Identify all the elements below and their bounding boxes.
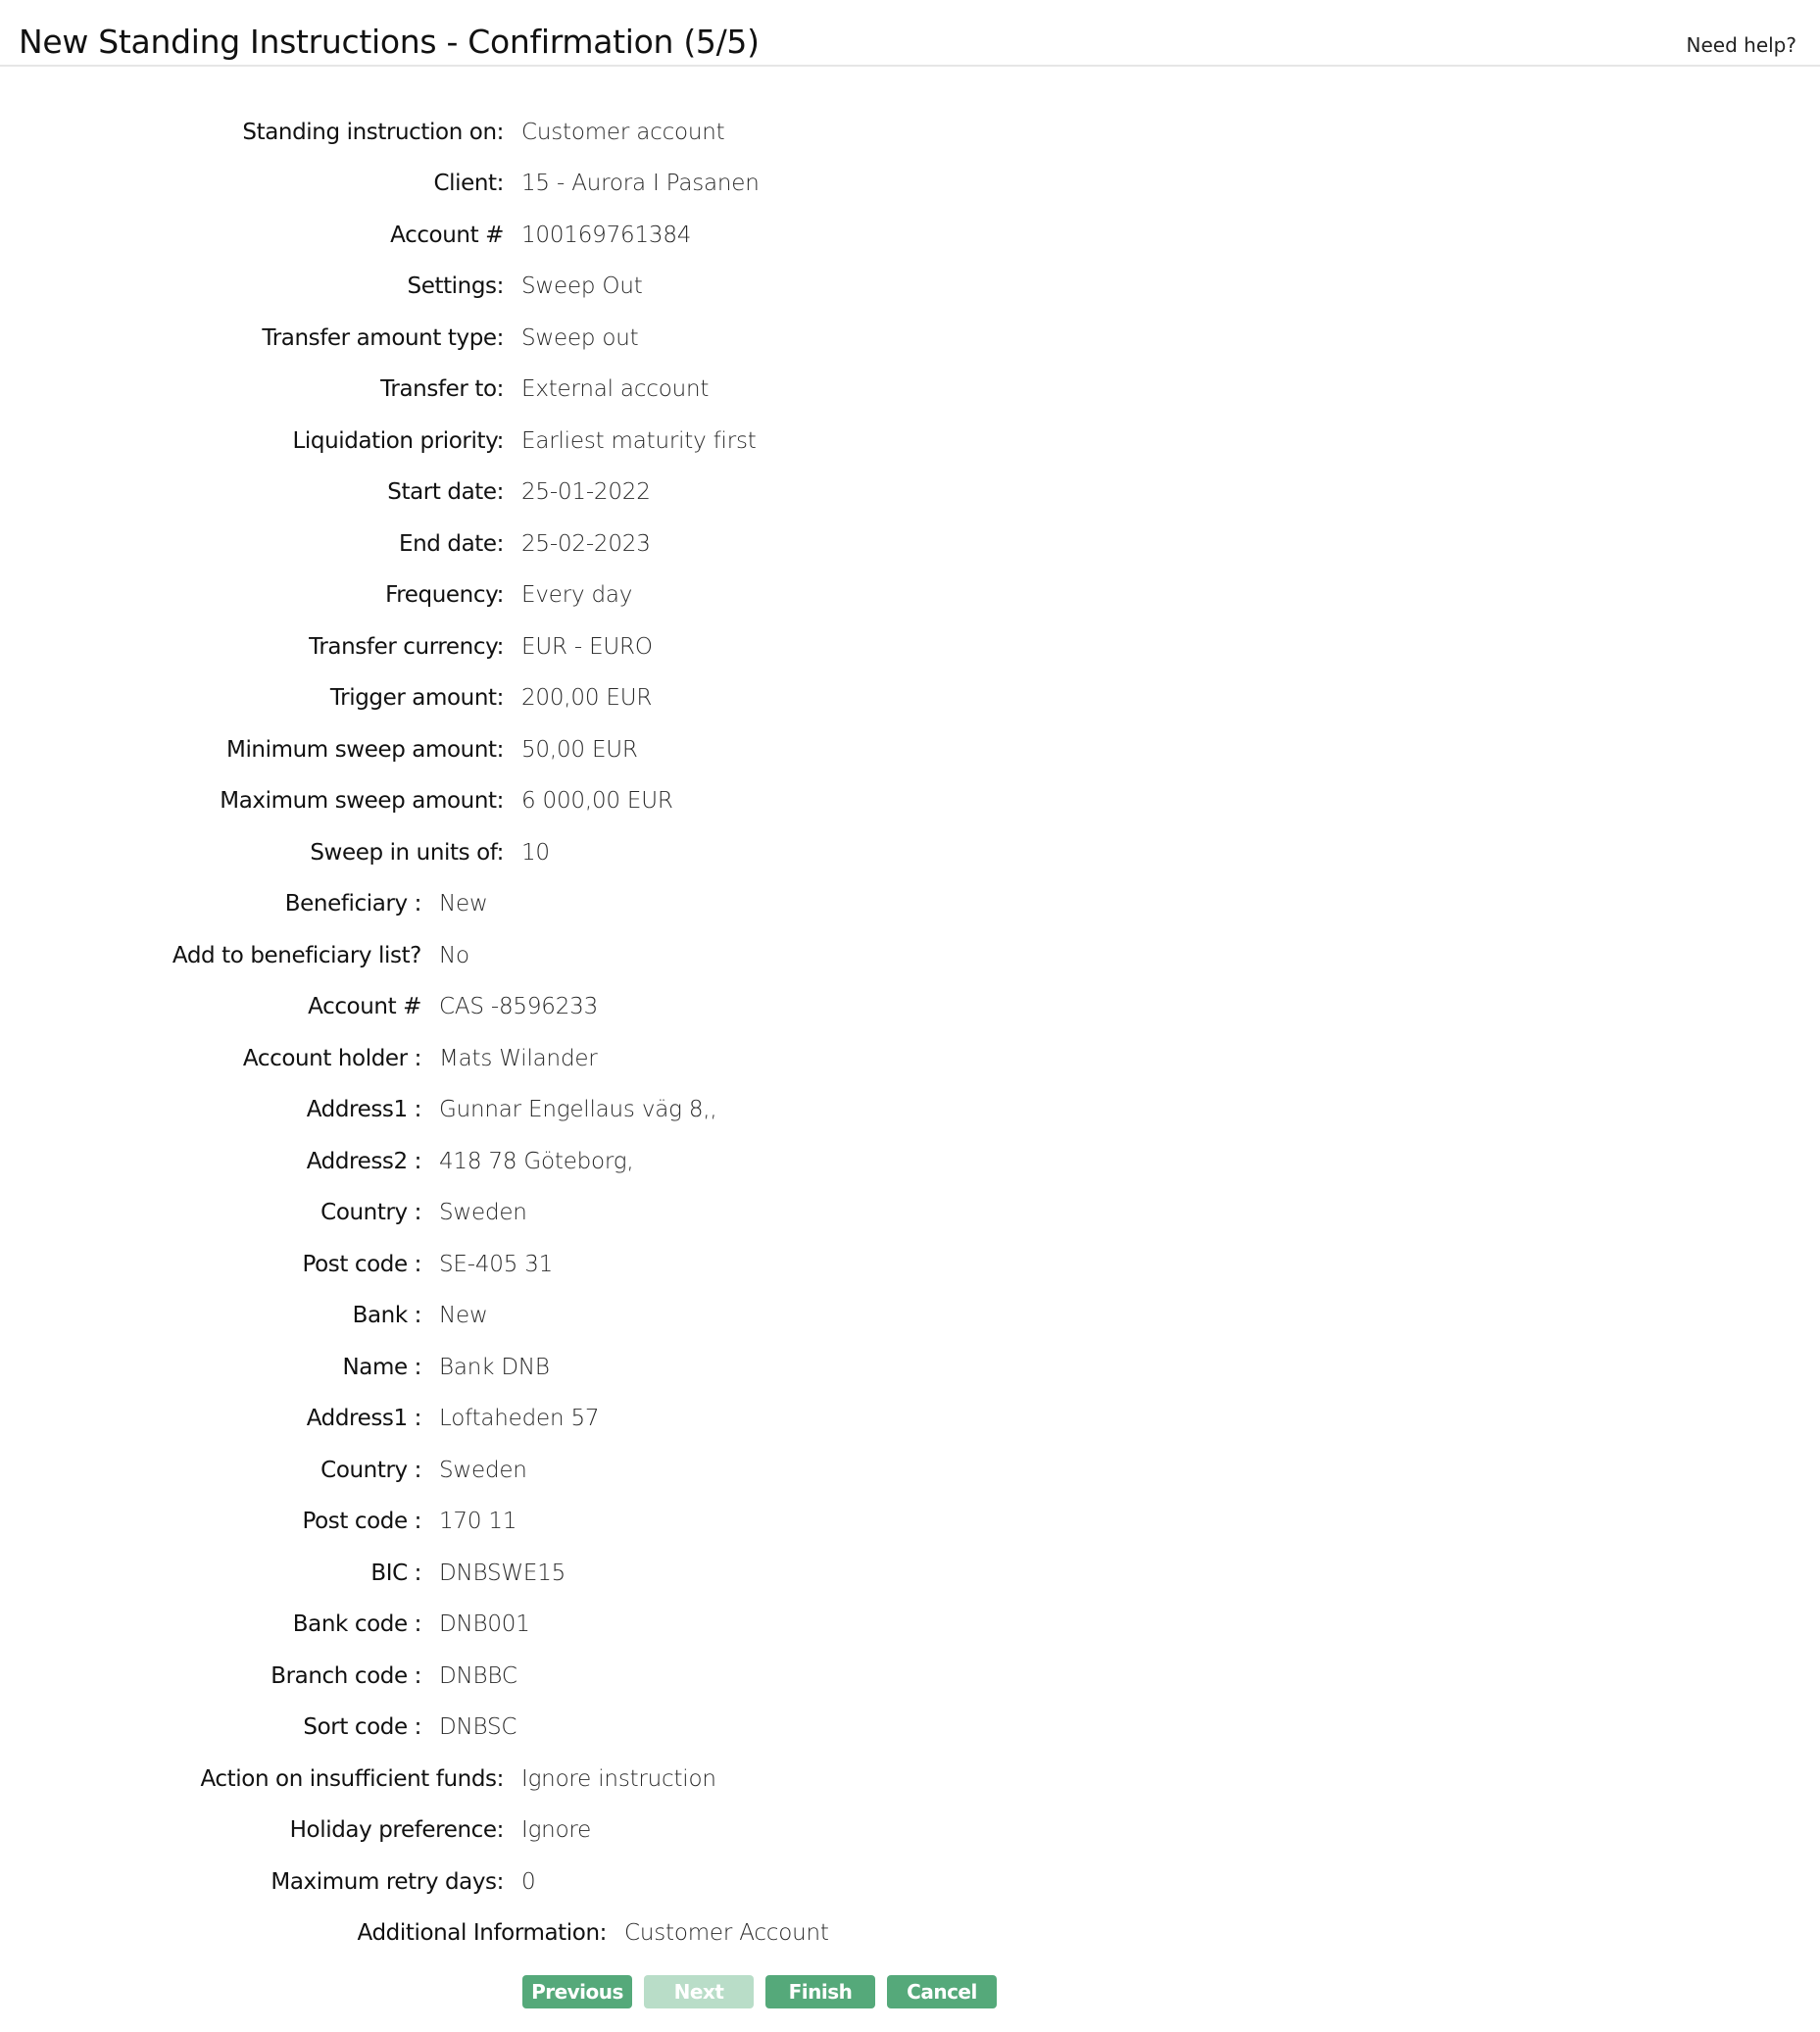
detail-value: Earliest maturity first — [521, 428, 757, 454]
beneficiary-row — [0, 884, 1820, 923]
beneficiary-row — [0, 1657, 1820, 1696]
detail-row — [0, 833, 1820, 872]
detail-row — [0, 370, 1820, 409]
detail-value: 50,00 EUR — [521, 737, 638, 763]
beneficiary-row — [0, 1296, 1820, 1335]
detail-row — [0, 730, 1820, 769]
beneficiary-row — [0, 1502, 1820, 1541]
additional-info-value: Customer Account — [624, 1920, 829, 1946]
page-header — [0, 0, 1820, 67]
beneficiary-row — [0, 1039, 1820, 1078]
beneficiary-label: Account # — [308, 994, 421, 1019]
detail-row — [0, 421, 1820, 461]
additional-info-row — [0, 1913, 1820, 1953]
execution-row — [0, 1759, 1820, 1799]
beneficiary-value: No — [439, 943, 469, 968]
beneficiary-label: Beneficiary : — [284, 891, 421, 917]
detail-label: Settings: — [407, 273, 504, 299]
detail-row — [0, 267, 1820, 306]
detail-label: Standing instruction on: — [242, 120, 504, 145]
previous-button[interactable]: Previous — [522, 1975, 632, 2008]
beneficiary-label: Bank : — [352, 1303, 421, 1328]
detail-label: Transfer to: — [380, 376, 504, 402]
detail-label: Liquidation priority: — [292, 428, 504, 454]
detail-label: Transfer amount type: — [262, 325, 504, 351]
execution-value: Ignore — [521, 1817, 592, 1843]
detail-row — [0, 627, 1820, 667]
beneficiary-value: 170 11 — [439, 1509, 517, 1534]
beneficiary-label: Bank code : — [292, 1611, 421, 1637]
beneficiary-label: Name : — [342, 1355, 421, 1380]
detail-row — [0, 678, 1820, 718]
beneficiary-row — [0, 1399, 1820, 1438]
execution-label: Action on insufficient funds: — [200, 1766, 504, 1792]
detail-label: Transfer currency: — [309, 634, 504, 660]
execution-value: Ignore instruction — [521, 1766, 716, 1792]
beneficiary-value: New — [439, 1303, 488, 1328]
execution-label: Maximum retry days: — [271, 1869, 504, 1895]
detail-row — [0, 575, 1820, 615]
beneficiary-label: Country : — [320, 1458, 421, 1483]
execution-row — [0, 1810, 1820, 1850]
beneficiary-row — [0, 936, 1820, 975]
beneficiary-value: SE-405 31 — [439, 1252, 554, 1277]
detail-label: Frequency: — [385, 582, 504, 608]
beneficiary-value: Loftaheden 57 — [439, 1406, 600, 1431]
beneficiary-row — [0, 1245, 1820, 1284]
beneficiary-label: Address1 : — [306, 1406, 421, 1431]
detail-label: Client: — [433, 171, 504, 196]
beneficiary-row — [0, 1708, 1820, 1747]
beneficiary-row — [0, 1142, 1820, 1181]
additional-info-label: Additional Information: — [357, 1920, 607, 1946]
detail-value: 25-01-2022 — [521, 479, 651, 505]
beneficiary-value: Bank DNB — [439, 1355, 550, 1380]
detail-row — [0, 781, 1820, 820]
detail-value: 25-02-2023 — [521, 531, 651, 557]
beneficiary-value: DNB001 — [439, 1611, 530, 1637]
beneficiary-value: Sweden — [439, 1200, 527, 1225]
beneficiary-label: BIC : — [370, 1561, 421, 1586]
execution-value: 0 — [521, 1869, 536, 1895]
beneficiary-value: DNBSC — [439, 1714, 517, 1740]
beneficiary-value: Gunnar Engellaus väg 8,, — [439, 1097, 717, 1122]
beneficiary-row — [0, 1554, 1820, 1593]
detail-row — [0, 319, 1820, 358]
beneficiary-label: Address2 : — [306, 1149, 421, 1174]
detail-value: Sweep out — [521, 325, 639, 351]
page-title: New Standing Instructions - Confirmation (5/5) — [19, 23, 760, 61]
detail-label: Minimum sweep amount: — [226, 737, 504, 763]
detail-row — [0, 164, 1820, 203]
beneficiary-label: Post code : — [302, 1509, 421, 1534]
beneficiary-label: Sort code : — [303, 1714, 421, 1740]
detail-label: Account # — [390, 223, 504, 248]
beneficiary-value: Sweden — [439, 1458, 527, 1483]
detail-label: Sweep in units of: — [310, 840, 504, 866]
detail-row — [0, 113, 1820, 152]
detail-label: End date: — [398, 531, 504, 557]
beneficiary-value: DNBSWE15 — [439, 1561, 566, 1586]
detail-value: 100169761384 — [521, 223, 692, 248]
wizard-buttons — [522, 1975, 997, 2008]
execution-label: Holiday preference: — [289, 1817, 504, 1843]
detail-value: EUR - EURO — [521, 634, 653, 660]
beneficiary-label: Country : — [320, 1200, 421, 1225]
finish-button[interactable]: Finish — [765, 1975, 875, 2008]
next-button[interactable]: Next — [644, 1975, 754, 2008]
beneficiary-label: Branch code : — [271, 1663, 421, 1689]
beneficiary-row — [0, 1348, 1820, 1387]
beneficiary-row — [0, 1193, 1820, 1232]
beneficiary-label: Post code : — [302, 1252, 421, 1277]
beneficiary-value: 418 78 Göteborg, — [439, 1149, 634, 1174]
detail-row — [0, 472, 1820, 512]
beneficiary-label: Address1 : — [306, 1097, 421, 1122]
beneficiary-row — [0, 1451, 1820, 1490]
detail-value: 10 — [521, 840, 550, 866]
detail-value: External account — [521, 376, 710, 402]
detail-row — [0, 524, 1820, 564]
detail-label: Maximum sweep amount: — [220, 788, 504, 814]
need-help-link[interactable]: Need help? — [1686, 33, 1796, 57]
detail-value: Sweep Out — [521, 273, 643, 299]
execution-row — [0, 1862, 1820, 1902]
beneficiary-value: New — [439, 891, 488, 917]
beneficiary-row — [0, 1605, 1820, 1644]
detail-value: 200,00 EUR — [521, 685, 653, 711]
beneficiary-value: CAS -8596233 — [439, 994, 599, 1019]
detail-value: Customer account — [521, 120, 725, 145]
beneficiary-value: Mats Wilander — [439, 1046, 598, 1071]
detail-value: 15 - Aurora I Pasanen — [521, 171, 760, 196]
detail-label: Trigger amount: — [329, 685, 504, 711]
detail-value: Every day — [521, 582, 633, 608]
beneficiary-label: Account holder : — [242, 1046, 421, 1071]
detail-row — [0, 216, 1820, 255]
beneficiary-value: DNBBC — [439, 1663, 517, 1689]
beneficiary-label: Add to beneficiary list? — [172, 943, 421, 968]
beneficiary-row — [0, 1090, 1820, 1129]
cancel-button[interactable]: Cancel — [887, 1975, 997, 2008]
detail-value: 6 000,00 EUR — [521, 788, 673, 814]
beneficiary-row — [0, 987, 1820, 1026]
detail-label: Start date: — [387, 479, 504, 505]
